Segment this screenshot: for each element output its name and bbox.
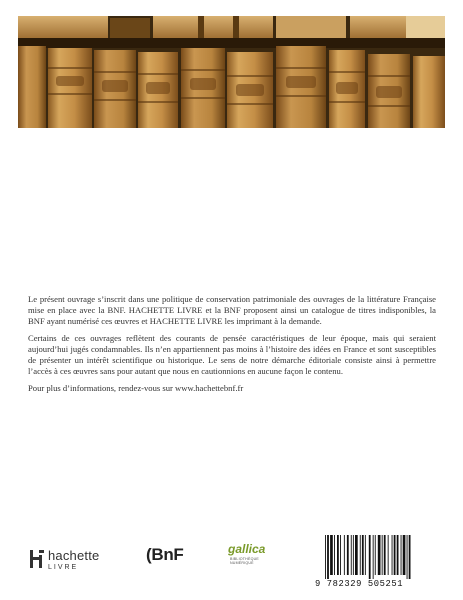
barcode-bar [375,535,376,575]
footer-logos [0,530,463,600]
barcode-bar [344,535,345,575]
barcode-number: 9 782329 505251 [315,579,404,589]
barcode-bar [362,535,364,575]
barcode-bar [347,535,349,575]
barcode-bar [394,535,396,575]
barcode-bar [353,535,354,575]
notice-paragraph: Certains de ces ouvrages reflètent des courants de pensée caractéristiques de leur époque, mais qui seraient aujourd’hui jugés condamnables. Ils n’en appartiennent pas moins à l’histoire des idées en France et sont susceptibles de présenter un intérêt scientifique ou historique. Le sens de notre démarche éditoriale consiste ainsi à permettre l’accès à ces œuvres sans pour autant que nous en cautionnions en aucune façon le contenu. [28,333,436,376]
barcode-bar [378,535,381,575]
barcode-bar [392,535,393,575]
barcode-bar [382,535,383,575]
gallica-sub-line1: BIBLIOTHÈQUE [230,557,259,561]
gallica-sub [230,557,259,565]
barcode-bar [403,535,406,575]
barcode-bar [397,535,399,575]
barcode-bar [401,535,402,575]
barcode-bar [351,535,352,575]
barcode-bar [384,535,386,575]
barcode-bar [369,535,371,579]
barcode-bar [365,535,366,575]
gallica-sub-line2: NUMÉRIQUE [230,561,254,565]
barcode-bar [337,535,339,575]
barcode-bar [325,535,326,579]
barcode-bar [330,535,333,575]
barcode-bar [355,535,358,575]
hachette-livre-logo [30,548,130,588]
barcode-bar [407,535,408,579]
isbn-barcode [315,533,437,593]
barcode-bars [315,533,437,579]
barcode-bar [388,535,389,575]
barcode-bar [409,535,411,579]
gallica-wordmark: gallica [228,542,266,556]
hachette-wordmark: hachette [48,548,100,563]
barcode-bar [327,535,329,579]
barcode-bar [360,535,361,575]
gallica-logo [228,542,268,572]
hachette-h-icon [30,550,44,568]
bnf-logo: (BnF [146,545,184,564]
notice-text [28,294,436,400]
barcode-bar [334,535,335,575]
books-banner-image [18,16,445,128]
books-illustration [18,16,445,128]
barcode-bar [340,535,341,575]
barcode-bar [373,535,374,579]
notice-paragraph: Pour plus d’informations, rendez-vous sur www.hachettebnf.fr [28,383,244,393]
notice-paragraph: Le présent ouvrage s’inscrit dans une politique de conservation patrimoniale des ouvrages de la littérature Française mise en place avec la BNF. HACHETTE LIVRE et la BNF proposent ainsi un catalogue de titres indisponibles, la BNF ayant numérisé ces œuvres et HACHETTE LIVRE les imprimant à la demande. [28,294,436,326]
hachette-sub: LIVRE [48,564,79,571]
